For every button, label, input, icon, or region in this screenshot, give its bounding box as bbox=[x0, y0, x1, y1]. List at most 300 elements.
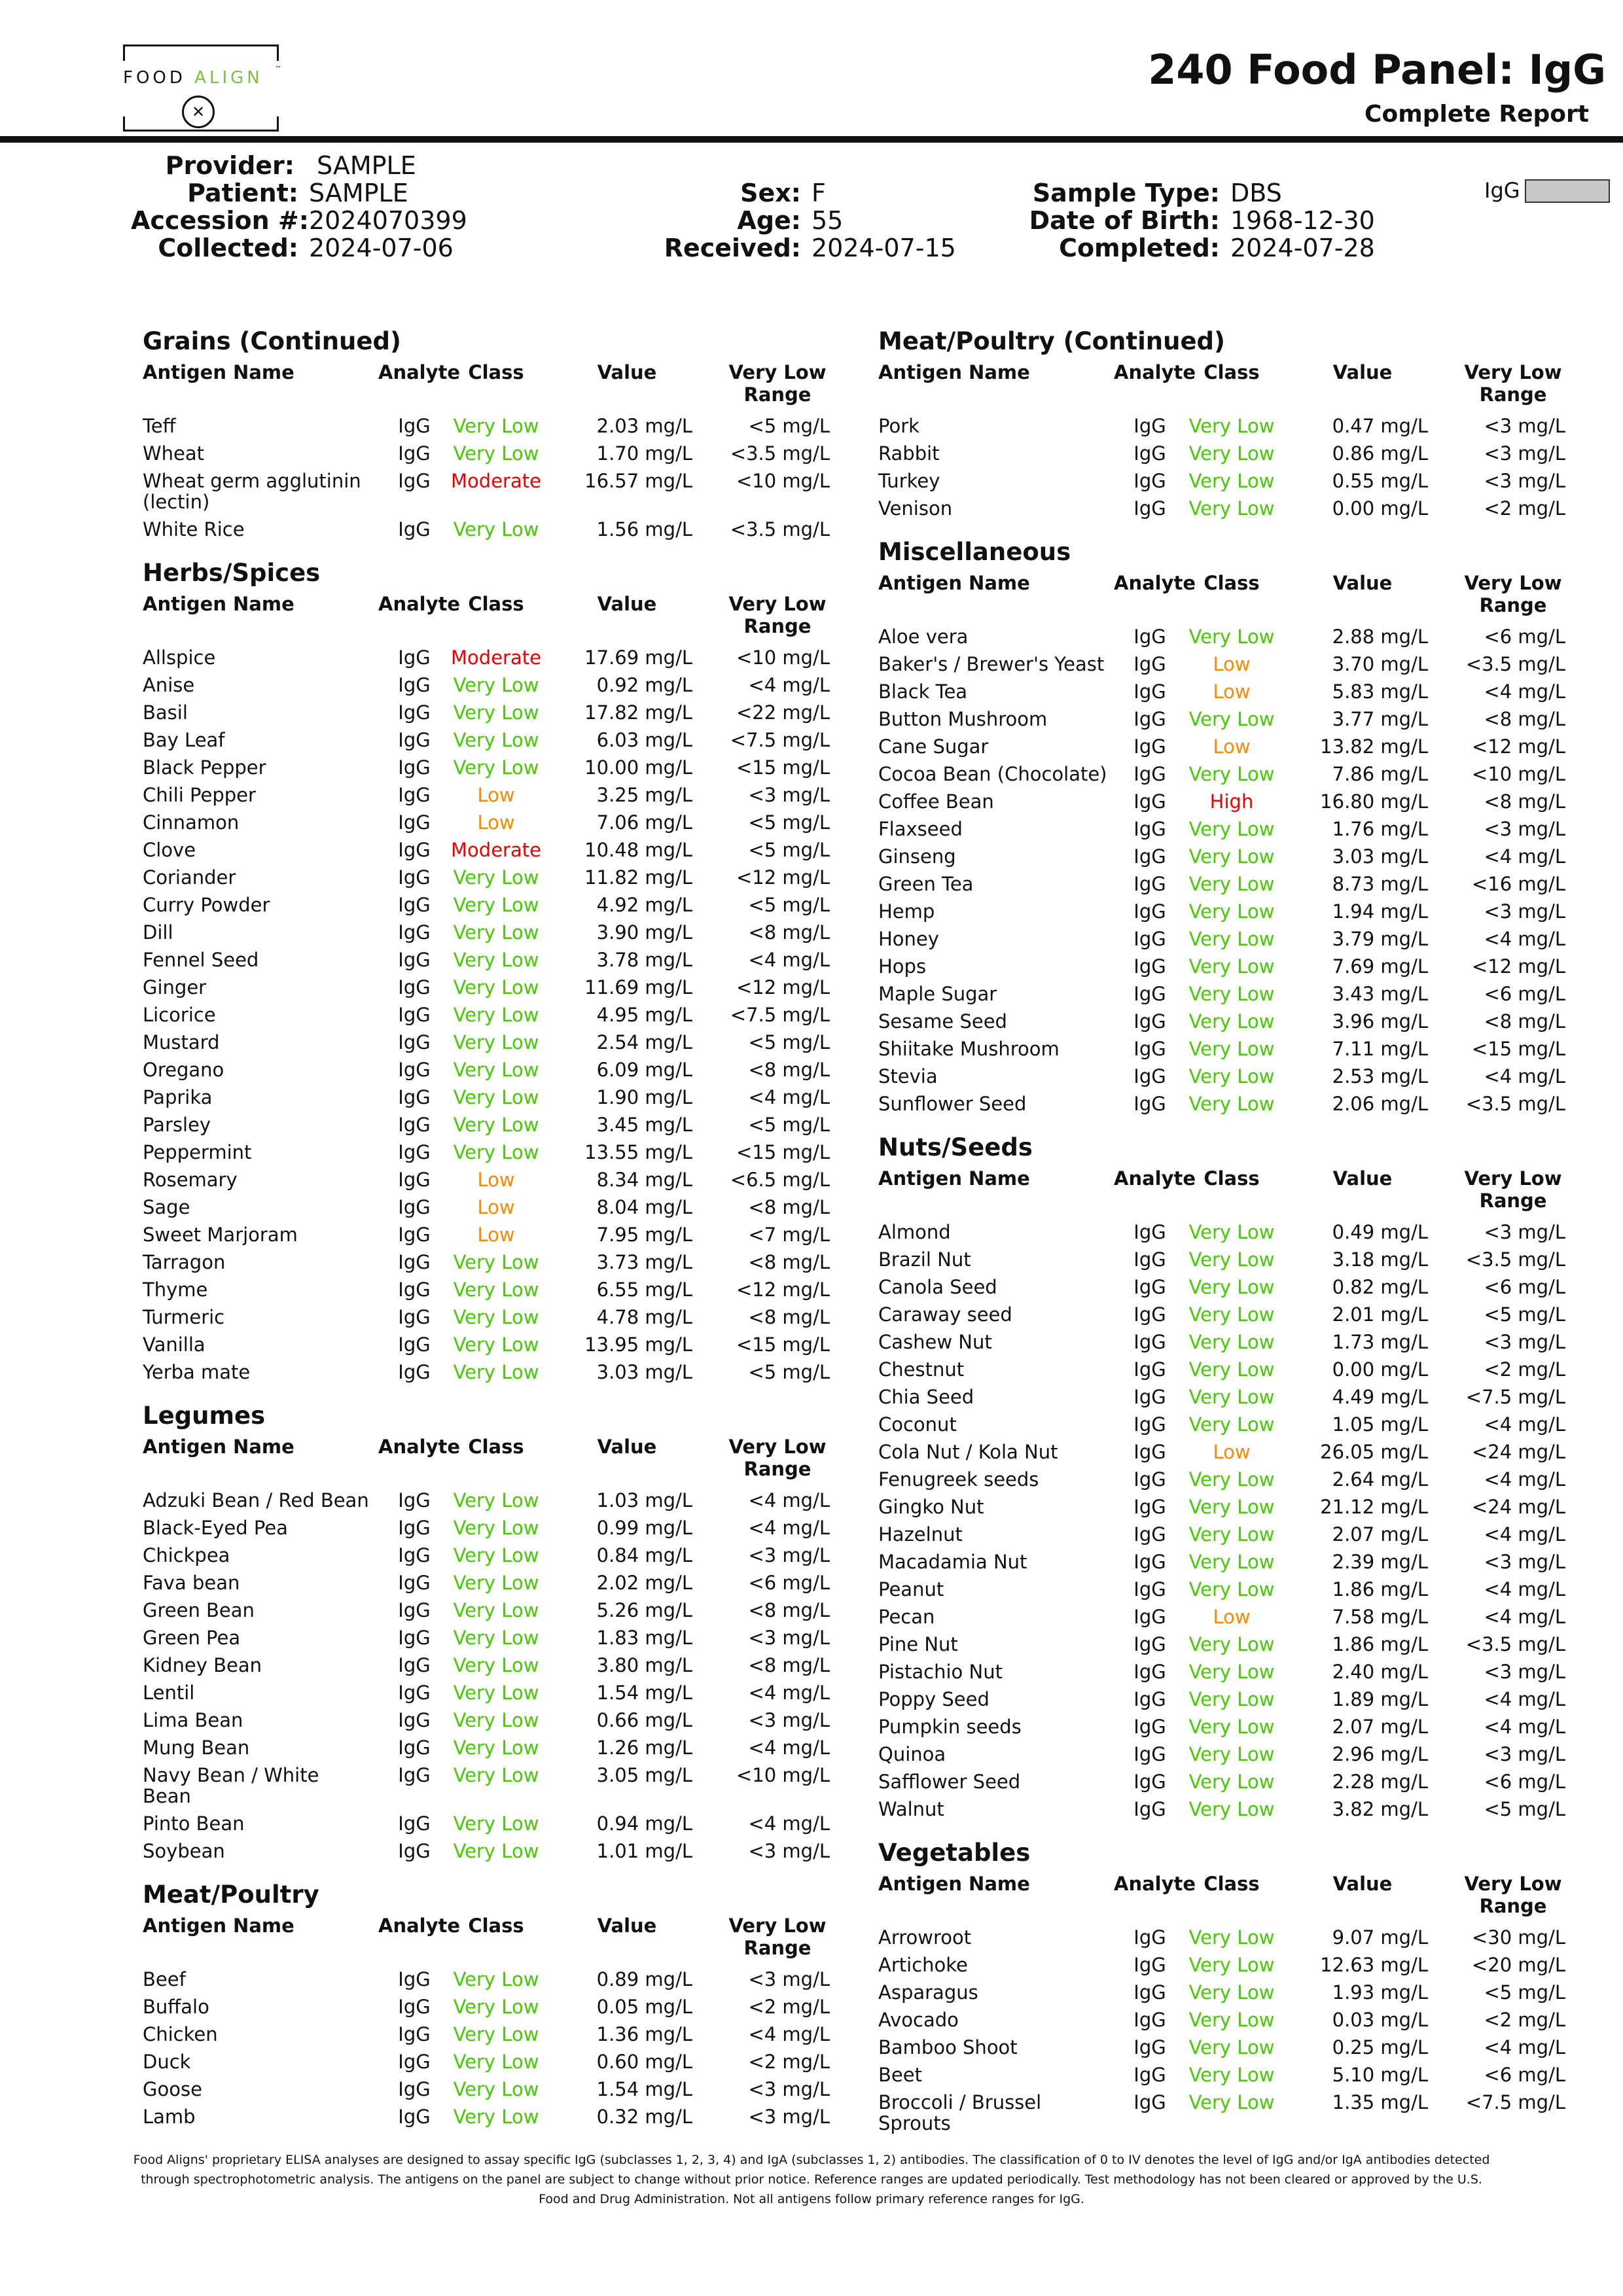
result-value: 3.70 mg/L bbox=[1332, 653, 1428, 675]
result-value: 0.32 mg/L bbox=[596, 2106, 692, 2128]
reference-range: <2 mg/L bbox=[1484, 2009, 1565, 2031]
reference-range: <4 mg/L bbox=[1484, 1468, 1565, 1491]
reference-range: <7.5 mg/L bbox=[1465, 1386, 1565, 1408]
section-meat-poultry-continued bbox=[878, 327, 1565, 522]
table-row bbox=[143, 1487, 849, 1514]
class-badge: Very Low bbox=[453, 894, 539, 916]
result-value: 3.78 mg/L bbox=[596, 949, 692, 971]
table-row bbox=[143, 1358, 849, 1386]
class-badge: Very Low bbox=[1188, 2064, 1275, 2086]
analyte: IgG bbox=[1133, 1221, 1166, 1243]
result-value: 3.45 mg/L bbox=[596, 1114, 692, 1136]
antigen-name: Chili Pepper bbox=[143, 784, 256, 806]
result-value: 1.93 mg/L bbox=[1332, 1981, 1428, 2004]
result-value: 1.54 mg/L bbox=[596, 1682, 692, 1704]
class-badge: Very Low bbox=[453, 1737, 539, 1759]
class-badge: Very Low bbox=[453, 1306, 539, 1328]
antigen-name: Canola Seed bbox=[878, 1276, 997, 1298]
class-badge: Low bbox=[1213, 1606, 1251, 1628]
antigen-name: Kidney Bean bbox=[143, 1654, 262, 1676]
class-badge: Very Low bbox=[453, 756, 539, 779]
reference-range: <4 mg/L bbox=[1484, 1688, 1565, 1710]
result-value: 0.00 mg/L bbox=[1332, 1358, 1428, 1381]
class-badge: Very Low bbox=[453, 701, 539, 724]
analyte: IgG bbox=[1133, 955, 1166, 978]
table-row bbox=[878, 412, 1585, 440]
result-value: 1.76 mg/L bbox=[1332, 818, 1428, 840]
analyte: IgG bbox=[398, 1654, 431, 1676]
antigen-name: Teff bbox=[143, 415, 176, 437]
class-badge: Very Low bbox=[453, 1114, 539, 1136]
header-value: Value bbox=[1332, 1167, 1393, 1190]
antigen-name: Arrowroot bbox=[878, 1926, 972, 1949]
header-range bbox=[692, 356, 849, 412]
antigen-name: Parsley bbox=[143, 1114, 211, 1136]
result-value: 0.89 mg/L bbox=[596, 1968, 692, 1990]
analyte: IgG bbox=[1133, 1716, 1166, 1738]
reference-range: <8 mg/L bbox=[1484, 1010, 1565, 1033]
table-row bbox=[878, 1658, 1585, 1686]
class-badge: Very Low bbox=[453, 1059, 539, 1081]
class-badge: Very Low bbox=[1188, 442, 1275, 465]
antigen-name: Walnut bbox=[878, 1798, 944, 1820]
analyte: IgG bbox=[1133, 1248, 1166, 1271]
result-value: 2.06 mg/L bbox=[1332, 1093, 1428, 1115]
class-badge: Very Low bbox=[453, 2106, 539, 2128]
result-value: 17.69 mg/L bbox=[584, 646, 692, 669]
antigen-name: Hops bbox=[878, 955, 927, 978]
sex-value: F bbox=[812, 179, 826, 207]
reference-range: <6 mg/L bbox=[1484, 1771, 1565, 1793]
antigen-name: Coconut bbox=[878, 1413, 957, 1436]
table-row bbox=[878, 1328, 1585, 1356]
result-value: 3.43 mg/L bbox=[1332, 983, 1428, 1005]
table-row bbox=[143, 1303, 849, 1331]
class-badge: Very Low bbox=[1188, 983, 1275, 1005]
table-row bbox=[878, 705, 1585, 733]
reference-range: <6 mg/L bbox=[1484, 2064, 1565, 2086]
class-badge: Very Low bbox=[1188, 2091, 1275, 2113]
class-badge: Very Low bbox=[1188, 1661, 1275, 1683]
antigen-name: Broccoli / Brussel Sprouts bbox=[878, 2091, 1042, 2134]
result-value: 7.95 mg/L bbox=[596, 1224, 692, 1246]
analyte: IgG bbox=[1133, 1633, 1166, 1655]
reference-range: <3 mg/L bbox=[1484, 1743, 1565, 1765]
result-value: 2.96 mg/L bbox=[1332, 1743, 1428, 1765]
reference-range: <3 mg/L bbox=[748, 1627, 830, 1649]
antigen-name: Quinoa bbox=[878, 1743, 946, 1765]
result-value: 6.55 mg/L bbox=[596, 1279, 692, 1301]
result-value: 3.03 mg/L bbox=[596, 1361, 692, 1383]
analyte: IgG bbox=[398, 701, 431, 724]
analyte: IgG bbox=[1133, 626, 1166, 648]
analyte: IgG bbox=[1133, 1065, 1166, 1087]
table-row bbox=[143, 1993, 849, 2021]
result-value: 0.99 mg/L bbox=[596, 1517, 692, 1539]
result-value: 2.02 mg/L bbox=[596, 1572, 692, 1594]
result-value: 1.56 mg/L bbox=[596, 518, 692, 540]
analyte: IgG bbox=[1133, 1551, 1166, 1573]
class-badge: Very Low bbox=[1188, 818, 1275, 840]
analyte: IgG bbox=[398, 442, 431, 465]
antigen-name: Aloe vera bbox=[878, 626, 969, 648]
reference-range: <3 mg/L bbox=[1484, 1221, 1565, 1243]
analyte: IgG bbox=[398, 470, 431, 492]
results-table bbox=[143, 588, 849, 1386]
analyte: IgG bbox=[1133, 1578, 1166, 1600]
table-row bbox=[143, 1761, 849, 1810]
header-range-line-2: Range bbox=[743, 383, 812, 406]
reference-range: <4 mg/L bbox=[1484, 1523, 1565, 1545]
result-value: 2.01 mg/L bbox=[1332, 1303, 1428, 1326]
class-badge: Very Low bbox=[453, 518, 539, 540]
table-row bbox=[143, 1331, 849, 1358]
class-badge: Low bbox=[1213, 653, 1251, 675]
class-badge: Very Low bbox=[453, 921, 539, 944]
class-badge: Low bbox=[477, 1224, 515, 1246]
antigen-name: Basil bbox=[143, 701, 188, 724]
antigen-name: Peanut bbox=[878, 1578, 944, 1600]
class-badge: Very Low bbox=[1188, 1954, 1275, 1976]
antigen-name: Green Bean bbox=[143, 1599, 255, 1621]
result-value: 5.83 mg/L bbox=[1332, 680, 1428, 703]
header-range-line-2: Range bbox=[1479, 1895, 1547, 1917]
reference-range: <3.5 mg/L bbox=[730, 518, 830, 540]
result-value: 0.49 mg/L bbox=[1332, 1221, 1428, 1243]
result-value: 3.90 mg/L bbox=[596, 921, 692, 944]
antigen-name: Caraway seed bbox=[878, 1303, 1012, 1326]
section-herbs-spices bbox=[143, 559, 830, 1386]
header-analyte: Analyte bbox=[1114, 572, 1196, 594]
reference-range: <4 mg/L bbox=[748, 1812, 830, 1835]
class-badge: Very Low bbox=[453, 1812, 539, 1835]
antigen-name: Wheat germ agglutinin (lectin) bbox=[143, 470, 361, 513]
antigen-name: Coriander bbox=[143, 866, 236, 889]
header-analyte: Analyte bbox=[1114, 1873, 1196, 1895]
header-range-line-1: Very Low bbox=[728, 1436, 827, 1458]
table-row bbox=[878, 870, 1585, 898]
table-header-row bbox=[143, 588, 849, 644]
antigen-name: Almond bbox=[878, 1221, 951, 1243]
age-value: 55 bbox=[812, 206, 844, 235]
reference-range: <12 mg/L bbox=[736, 1279, 830, 1301]
antigen-name: Thyme bbox=[143, 1279, 208, 1301]
section-grains-continued bbox=[143, 327, 830, 543]
analyte: IgG bbox=[1133, 763, 1166, 785]
antigen-name: Lamb bbox=[143, 2106, 196, 2128]
table-row bbox=[143, 440, 849, 467]
class-badge: Low bbox=[477, 1196, 515, 1218]
reference-range: <3 mg/L bbox=[748, 1709, 830, 1731]
analyte: IgG bbox=[398, 811, 431, 834]
patient-value: SAMPLE bbox=[309, 179, 408, 207]
analyte: IgG bbox=[398, 1517, 431, 1539]
result-value: 3.96 mg/L bbox=[1332, 1010, 1428, 1033]
antigen-name: Turmeric bbox=[143, 1306, 225, 1328]
table-row bbox=[143, 1569, 849, 1597]
result-value: 0.82 mg/L bbox=[1332, 1276, 1428, 1298]
analyte: IgG bbox=[398, 1279, 431, 1301]
result-value: 0.03 mg/L bbox=[1332, 2009, 1428, 2031]
analyte: IgG bbox=[1133, 653, 1166, 675]
reference-range: <10 mg/L bbox=[1471, 763, 1565, 785]
result-value: 7.86 mg/L bbox=[1332, 763, 1428, 785]
antigen-name: Fenugreek seeds bbox=[878, 1468, 1039, 1491]
antigen-name: Ginger bbox=[143, 976, 207, 998]
antigen-name: Pinto Bean bbox=[143, 1812, 245, 1835]
reference-range: <4 mg/L bbox=[1484, 1413, 1565, 1436]
reference-range: <12 mg/L bbox=[1471, 955, 1565, 978]
antigen-name: Black Pepper bbox=[143, 756, 266, 779]
analyte: IgG bbox=[398, 1251, 431, 1273]
analyte: IgG bbox=[1133, 1038, 1166, 1060]
analyte: IgG bbox=[398, 949, 431, 971]
table-row bbox=[878, 678, 1585, 705]
analyte: IgG bbox=[398, 1141, 431, 1163]
result-value: 11.69 mg/L bbox=[584, 976, 692, 998]
class-badge: Very Low bbox=[1188, 415, 1275, 437]
disclaimer-line-3: Food and Drug Administration. Not all antigens follow primary reference ranges for IgG. bbox=[539, 2192, 1084, 2206]
header-range bbox=[1428, 1867, 1585, 1924]
class-badge: Very Low bbox=[1188, 1716, 1275, 1738]
table-row bbox=[878, 623, 1585, 650]
table-row bbox=[143, 1193, 849, 1221]
accession-row bbox=[131, 207, 467, 234]
reference-range: <5 mg/L bbox=[748, 415, 830, 437]
antigen-name: Lima Bean bbox=[143, 1709, 243, 1731]
reference-range: <4 mg/L bbox=[748, 2023, 830, 2045]
result-value: 7.58 mg/L bbox=[1332, 1606, 1428, 1628]
antigen-name: Asparagus bbox=[878, 1981, 978, 2004]
antigen-name: Rabbit bbox=[878, 442, 940, 465]
result-value: 7.69 mg/L bbox=[1332, 955, 1428, 978]
class-badge: Very Low bbox=[1188, 470, 1275, 492]
provider-label: Provider: bbox=[165, 151, 294, 180]
class-badge: Very Low bbox=[1188, 1981, 1275, 2004]
section-title: Herbs/Spices bbox=[143, 559, 321, 587]
result-value: 5.10 mg/L bbox=[1332, 2064, 1428, 2086]
reference-range: <4 mg/L bbox=[748, 1489, 830, 1511]
antigen-name: Licorice bbox=[143, 1004, 216, 1026]
class-badge: Very Low bbox=[453, 1333, 539, 1356]
analyte: IgG bbox=[398, 646, 431, 669]
analyte: IgG bbox=[398, 674, 431, 696]
section-legumes bbox=[143, 1402, 830, 1865]
analyte: IgG bbox=[398, 2051, 431, 2073]
class-badge: Very Low bbox=[1188, 1331, 1275, 1353]
table-row bbox=[143, 974, 849, 1001]
table-row bbox=[143, 1651, 849, 1679]
analyte: IgG bbox=[398, 1059, 431, 1081]
header-analyte: Analyte bbox=[378, 361, 461, 383]
class-badge: Very Low bbox=[453, 1996, 539, 2018]
antigen-name: Pork bbox=[878, 415, 919, 437]
antigen-name: Oregano bbox=[143, 1059, 224, 1081]
header-antigen-name: Antigen Name bbox=[878, 361, 1030, 383]
header-antigen-name: Antigen Name bbox=[143, 1915, 294, 1937]
table-row bbox=[143, 412, 849, 440]
header-class: Class bbox=[468, 361, 524, 383]
analyte: IgG bbox=[398, 1306, 431, 1328]
antigen-name: Chicken bbox=[143, 2023, 218, 2045]
result-value: 17.82 mg/L bbox=[584, 701, 692, 724]
result-value: 0.84 mg/L bbox=[596, 1544, 692, 1566]
class-badge: Low bbox=[1213, 1441, 1251, 1463]
provider-value: SAMPLE bbox=[317, 151, 416, 180]
analyte: IgG bbox=[398, 1996, 431, 2018]
reference-range: <4 mg/L bbox=[1484, 1716, 1565, 1738]
result-value: 2.54 mg/L bbox=[596, 1031, 692, 1053]
reference-range: <30 mg/L bbox=[1471, 1926, 1565, 1949]
reference-range: <4 mg/L bbox=[1484, 1065, 1565, 1087]
section-title: Vegetables bbox=[878, 1839, 1031, 1867]
header-antigen-name: Antigen Name bbox=[878, 572, 1030, 594]
antigen-name: Brazil Nut bbox=[878, 1248, 971, 1271]
analyte: IgG bbox=[1133, 1276, 1166, 1298]
result-value: 1.26 mg/L bbox=[596, 1737, 692, 1759]
age-row bbox=[654, 207, 843, 234]
analyte: IgG bbox=[398, 2106, 431, 2128]
header-class: Class bbox=[1204, 1167, 1260, 1190]
reference-range: <3 mg/L bbox=[1484, 470, 1565, 492]
reference-range: <4 mg/L bbox=[748, 674, 830, 696]
analyte: IgG bbox=[398, 1764, 431, 1786]
header-value: Value bbox=[1332, 361, 1393, 383]
received-row bbox=[654, 234, 956, 262]
class-badge: Very Low bbox=[453, 1544, 539, 1566]
antigen-name: Honey bbox=[878, 928, 939, 950]
class-badge: Very Low bbox=[1188, 928, 1275, 950]
analyte: IgG bbox=[1133, 680, 1166, 703]
section-title: Nuts/Seeds bbox=[878, 1133, 1033, 1161]
analyte: IgG bbox=[398, 1489, 431, 1511]
analyte: IgG bbox=[398, 921, 431, 944]
antigen-name: Black Tea bbox=[878, 680, 968, 703]
class-badge: Very Low bbox=[1188, 873, 1275, 895]
table-header-row bbox=[878, 356, 1585, 412]
result-value: 0.94 mg/L bbox=[596, 1812, 692, 1835]
results-column-right bbox=[878, 327, 1565, 2153]
reference-range: <4 mg/L bbox=[1484, 1578, 1565, 1600]
class-badge: Low bbox=[477, 811, 515, 834]
result-value: 0.47 mg/L bbox=[1332, 415, 1428, 437]
antigen-name: Anise bbox=[143, 674, 195, 696]
header-class: Class bbox=[468, 1915, 524, 1937]
antigen-name: Peppermint bbox=[143, 1141, 252, 1163]
antigen-name: Poppy Seed bbox=[878, 1688, 990, 1710]
table-row bbox=[878, 1438, 1585, 1466]
table-row bbox=[143, 1734, 849, 1761]
result-value: 8.34 mg/L bbox=[596, 1169, 692, 1191]
table-row bbox=[878, 1795, 1585, 1823]
result-value: 1.86 mg/L bbox=[1332, 1578, 1428, 1600]
analyte: IgG bbox=[1133, 1358, 1166, 1381]
header-value: Value bbox=[597, 1915, 657, 1937]
table-row bbox=[143, 864, 849, 891]
table-row bbox=[143, 1139, 849, 1166]
antigen-name: Pistachio Nut bbox=[878, 1661, 1003, 1683]
table-row bbox=[878, 1301, 1585, 1328]
analyte: IgG bbox=[398, 1169, 431, 1191]
table-row bbox=[143, 754, 849, 781]
collected-label: Collected: bbox=[158, 234, 298, 262]
reference-range: <2 mg/L bbox=[748, 1996, 830, 2018]
table-row bbox=[878, 953, 1585, 980]
reference-range: <8 mg/L bbox=[1484, 708, 1565, 730]
antigen-name: Green Tea bbox=[878, 873, 974, 895]
reference-range: <5 mg/L bbox=[1484, 1981, 1565, 2004]
table-row bbox=[143, 2048, 849, 2075]
result-value: 1.35 mg/L bbox=[1332, 2091, 1428, 2113]
section-title: Meat/Poultry bbox=[143, 1881, 319, 1909]
analyte: IgG bbox=[1133, 1926, 1166, 1949]
result-value: 3.73 mg/L bbox=[596, 1251, 692, 1273]
header-analyte: Analyte bbox=[1114, 1167, 1196, 1190]
analyte: IgG bbox=[1133, 415, 1166, 437]
class-badge: Very Low bbox=[1188, 1065, 1275, 1087]
table-row bbox=[878, 1493, 1585, 1521]
table-row bbox=[143, 2075, 849, 2103]
antigen-name: Safflower Seed bbox=[878, 1771, 1021, 1793]
antigen-name: Avocado bbox=[878, 2009, 959, 2031]
collected-row bbox=[131, 234, 454, 262]
table-row bbox=[143, 1248, 849, 1276]
table-row bbox=[143, 1597, 849, 1624]
analyte: IgG bbox=[398, 1599, 431, 1621]
reference-range: <6 mg/L bbox=[1484, 626, 1565, 648]
result-value: 3.79 mg/L bbox=[1332, 928, 1428, 950]
analyte: IgG bbox=[1133, 983, 1166, 1005]
antigen-name: Sage bbox=[143, 1196, 190, 1218]
antigen-name: Turkey bbox=[878, 470, 940, 492]
class-badge: Very Low bbox=[1188, 1688, 1275, 1710]
results-table bbox=[143, 356, 849, 543]
antigen-name: Pine Nut bbox=[878, 1633, 958, 1655]
table-row bbox=[878, 1686, 1585, 1713]
antigen-name: Cola Nut / Kola Nut bbox=[878, 1441, 1058, 1463]
class-badge: Very Low bbox=[453, 1709, 539, 1731]
antigen-name: Cinnamon bbox=[143, 811, 240, 834]
class-badge: Very Low bbox=[1188, 1633, 1275, 1655]
result-value: 2.39 mg/L bbox=[1332, 1551, 1428, 1573]
class-badge: Very Low bbox=[453, 1361, 539, 1383]
result-value: 1.89 mg/L bbox=[1332, 1688, 1428, 1710]
reference-range: <12 mg/L bbox=[736, 866, 830, 889]
antigen-name: Beet bbox=[878, 2064, 922, 2086]
analyte: IgG bbox=[1133, 790, 1166, 813]
reference-range: <3 mg/L bbox=[748, 2106, 830, 2128]
reference-range: <3 mg/L bbox=[748, 1968, 830, 1990]
table-row bbox=[143, 1679, 849, 1706]
reference-range: <16 mg/L bbox=[1471, 873, 1565, 895]
class-badge: Very Low bbox=[1188, 1523, 1275, 1545]
analyte: IgG bbox=[1133, 1413, 1166, 1436]
result-value: 7.11 mg/L bbox=[1332, 1038, 1428, 1060]
table-row bbox=[878, 495, 1585, 522]
reference-range: <8 mg/L bbox=[1484, 790, 1565, 813]
header-range-line-2: Range bbox=[743, 1458, 812, 1480]
table-header-row bbox=[143, 356, 849, 412]
table-row bbox=[143, 1624, 849, 1651]
analyte: IgG bbox=[398, 1114, 431, 1136]
result-value: 0.05 mg/L bbox=[596, 1996, 692, 2018]
table-row bbox=[143, 671, 849, 699]
results-table bbox=[878, 1162, 1585, 1823]
food-align-logo bbox=[123, 44, 280, 130]
analyte: IgG bbox=[398, 839, 431, 861]
result-value: 2.07 mg/L bbox=[1332, 1716, 1428, 1738]
reference-range: <5 mg/L bbox=[748, 894, 830, 916]
